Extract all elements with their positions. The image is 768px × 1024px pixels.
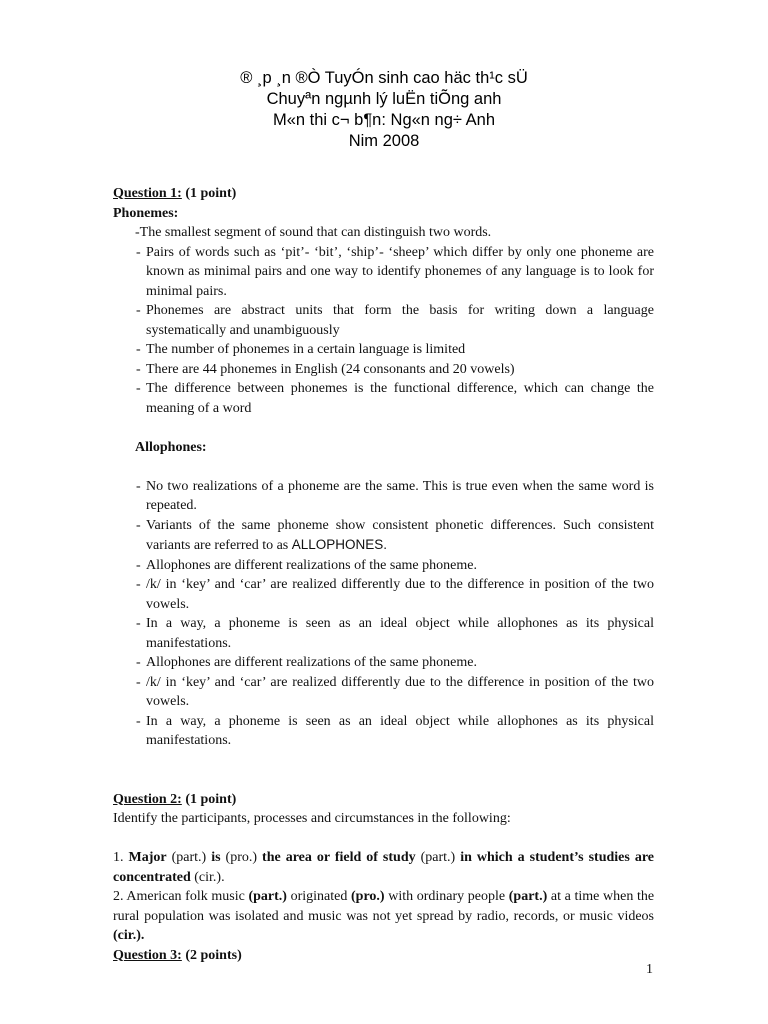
question-2-sentence-1 <box>113 848 654 887</box>
question-2-points: (1 point) <box>185 791 237 807</box>
question-2-instruction: Identify the participants, processes and circumstances in the following: <box>113 811 511 826</box>
participant-text: with ordinary people <box>388 889 506 904</box>
participant-tag: (part.) <box>248 889 287 904</box>
allophones-label: Allophones: <box>135 439 207 455</box>
page-number: 1 <box>646 962 653 977</box>
allophones-item: - In a way, a phoneme is seen as an ideal object while allophones as its physical manifestations. <box>135 712 654 751</box>
question-1-heading <box>113 184 654 204</box>
allophones-item: - No two realizations of a phoneme are the same. This is true even when the same word is repeated. <box>135 477 654 516</box>
phonemes-item: - There are 44 phonemes in English (24 consonants and 20 vowels) <box>135 360 654 380</box>
header-line-3: M«n thi c¬ b¶n: Ng«n ng÷ Anh <box>272 111 496 129</box>
header-line-2: Chuyªn ngµnh lý luËn tiÕng anh <box>266 90 502 108</box>
question-2-sentence-2 <box>113 887 654 946</box>
participant-text: Major <box>128 850 167 865</box>
phonemes-item: - Phonemes are abstract units that form the basis for writing down a language systematically and unambiguously <box>135 301 654 340</box>
participant-text: the area or field of study <box>262 850 416 865</box>
participant-tag: (part.) <box>508 889 548 904</box>
phonemes-item: - The number of phonemes in a certain language is limited <box>135 340 654 360</box>
question-1-points: (1 point) <box>185 186 237 201</box>
header-line-1: ® ¸p ¸n ®Ò TuyÓn sinh cao häc th¹c sÜ <box>240 69 528 87</box>
allophones-item: - Allophones are different realizations of the same phoneme. <box>135 653 654 673</box>
process-text: originated <box>290 889 348 904</box>
circumstance-tag: (cir.). <box>113 928 145 943</box>
allophones-caps: ALLOPHONES. <box>291 537 388 552</box>
sentence-number: 2. <box>113 889 124 904</box>
phonemes-list <box>113 243 654 419</box>
phonemes-item: - The difference between phonemes is the functional difference, which can change the meaning of a word <box>135 379 654 418</box>
document-header <box>0 68 768 152</box>
circumstance-tag: (cir.). <box>194 869 225 885</box>
phonemes-first-line: -The smallest segment of sound that can distinguish two words. <box>135 225 492 240</box>
participant-tag: (part.) <box>171 850 207 865</box>
allophones-item: - Allophones are different realizations of the same phoneme. <box>135 556 654 576</box>
question-3-title: Question 3: <box>113 947 182 963</box>
phonemes-label: Phonemes: <box>113 205 179 221</box>
participant-tag: (part.) <box>420 850 456 865</box>
sentence-number: 1. <box>113 850 124 865</box>
document-body <box>113 184 654 965</box>
phonemes-item: - Pairs of words such as ‘pit’- ‘bit’, ‘ship’- ‘sheep’ which differ by only one phoneme are known as minimal pairs and one way to identify phonemes of any language is to look for minimal pairs. <box>135 243 654 302</box>
process-tag: (pro.) <box>225 850 258 865</box>
circumstance-text: at a time when the rural population was isolated and music was not yet spread by radio, records, or music videos <box>113 889 655 924</box>
allophones-item: - /k/ in ‘key’ and ‘car’ are realized differently due to the difference in position of the two vowels. <box>135 673 654 712</box>
process-tag: (pro.) <box>351 889 385 904</box>
circumstance-text: in which a student’s studies are concentrated <box>113 850 655 885</box>
process-text: is <box>211 850 221 865</box>
question-2-title: Question 2: <box>113 791 182 807</box>
question-3-points: (2 points) <box>185 947 242 963</box>
participant-text: American folk music <box>126 889 245 904</box>
allophones-item <box>135 516 654 556</box>
question-3-heading <box>113 946 654 966</box>
allophones-list <box>113 477 654 751</box>
header-line-4: Nim 2008 <box>348 132 420 150</box>
allophones-item: - /k/ in ‘key’ and ‘car’ are realized differently due to the difference in position of the two vowels. <box>135 575 654 614</box>
question-2-heading <box>113 790 654 810</box>
allophones-item-text: Variants of the same phoneme show consistent phonetic differences. Such consistent variants are referred to as <box>146 517 654 553</box>
question-1-title: Question 1: <box>113 186 182 201</box>
allophones-item: - In a way, a phoneme is seen as an ideal object while allophones as its physical manifestations. <box>135 614 654 653</box>
